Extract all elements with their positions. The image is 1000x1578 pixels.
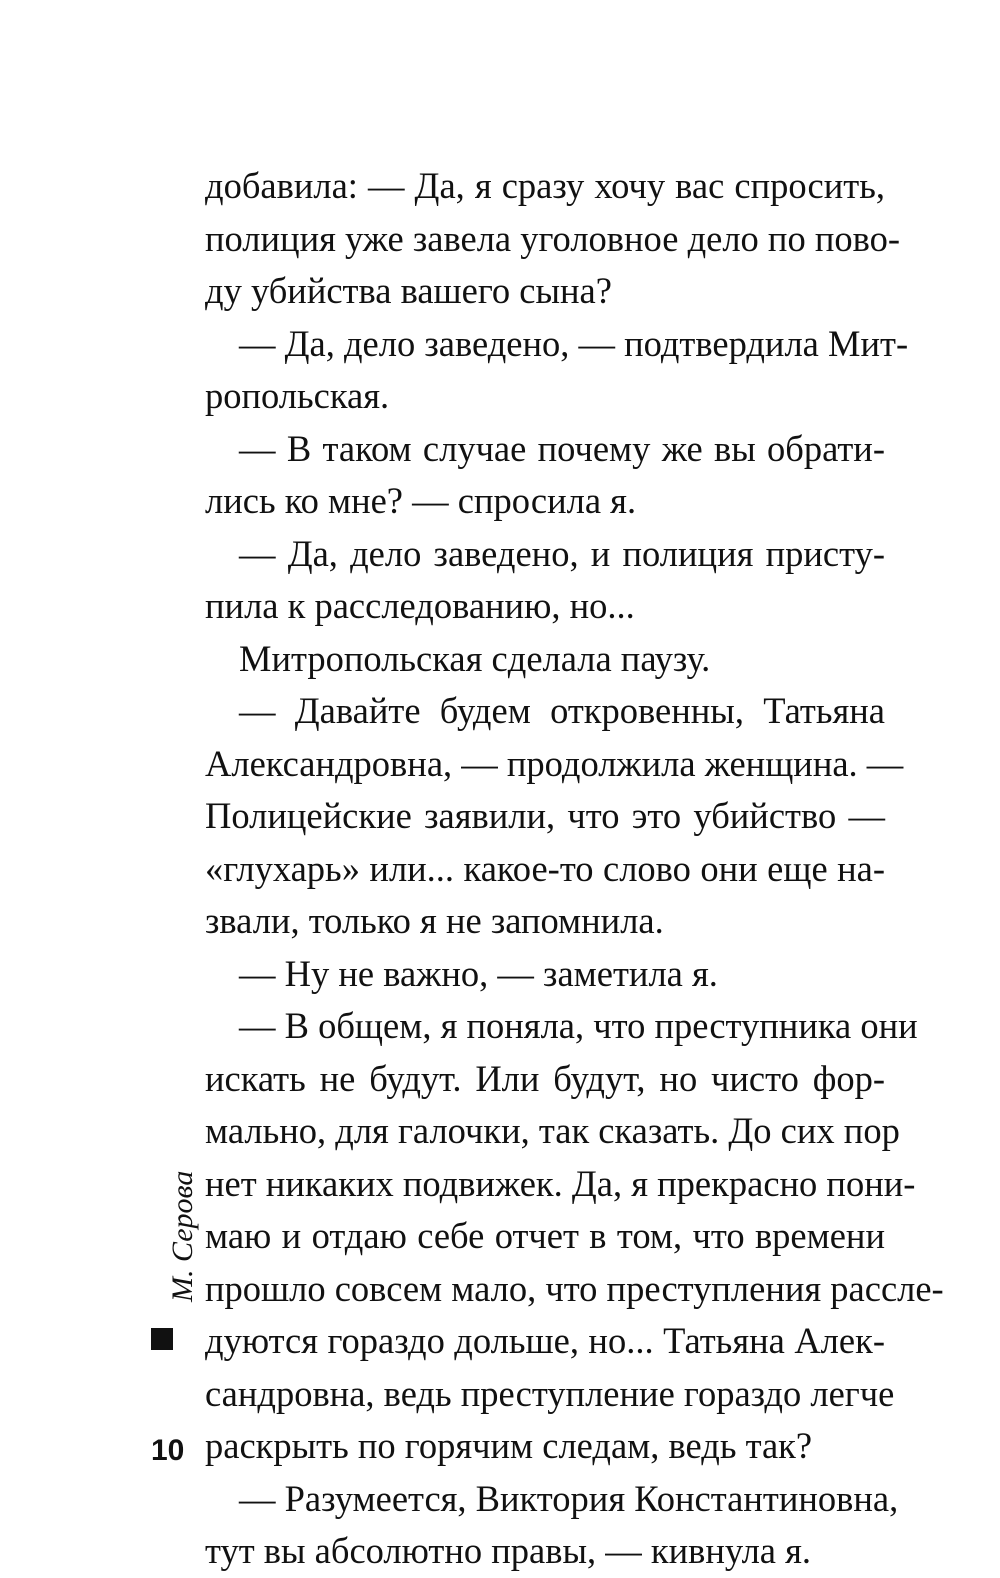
text-line: — Да, дело заведено, и полиция присту- bbox=[239, 532, 885, 574]
text-line: искать не будут. Или будут, но чисто фор- bbox=[205, 1057, 885, 1099]
text-line: прошло совсем мало, что преступления рассле- bbox=[205, 1267, 944, 1309]
text-line: Полицейские заявили, что это убийство — bbox=[205, 795, 885, 836]
text-line: — В таком случае почему же вы обрати- bbox=[239, 427, 885, 469]
text-line: ропольская. bbox=[205, 375, 390, 416]
text-line: раскрыть по горячим следам, ведь так? bbox=[205, 1425, 813, 1466]
text-line: Александровна, — продолжила женщина. — bbox=[205, 742, 904, 784]
text-line: — Да, дело заведено, — подтвердила Мит- bbox=[239, 322, 909, 364]
text-line: полиция уже завела уголовное дело по пово- bbox=[205, 217, 901, 259]
text-line: ду убийства вашего сына? bbox=[205, 270, 612, 311]
text-line: дуются гораздо дольше, но... Татьяна Алек- bbox=[205, 1320, 885, 1361]
text-line: Митропольская сделала паузу. bbox=[239, 637, 711, 679]
text-line: — Разумеется, Виктория Константиновна, bbox=[239, 1477, 899, 1519]
text-line: добавила: — Да, я сразу хочу вас спросить, bbox=[205, 165, 885, 206]
text-line: — Давайте будем откровенны, Татьяна bbox=[239, 690, 885, 731]
text-line: пила к расследованию, но... bbox=[205, 585, 635, 626]
text-line: нет никаких подвижек. Да, я прекрасно пони- bbox=[205, 1162, 916, 1204]
text-line: звали, только я не запомнила. bbox=[205, 900, 664, 941]
text-line: мально, для галочки, так сказать. До сих пор bbox=[205, 1110, 900, 1151]
text-line: маю и отдаю себе отчет в том, что времени bbox=[205, 1215, 885, 1256]
page-number: 10 bbox=[151, 1434, 185, 1467]
text-line: тут вы абсолютно правы, — кивнула я. bbox=[205, 1530, 812, 1571]
text-line: — Ну не важно, — заметила я. bbox=[239, 952, 718, 994]
text-line: «глухарь» или... какое-то слово они еще на- bbox=[205, 847, 885, 889]
text-line: сандровна, ведь преступление гораздо легче bbox=[205, 1372, 895, 1414]
body-text bbox=[205, 160, 944, 1578]
text-line: лись ко мне? — спросила я. bbox=[205, 480, 637, 521]
text-line: — В общем, я поняла, что преступника они bbox=[239, 1005, 918, 1046]
margin-square-marker bbox=[151, 1328, 173, 1350]
running-author: М. Серова bbox=[166, 1170, 199, 1302]
